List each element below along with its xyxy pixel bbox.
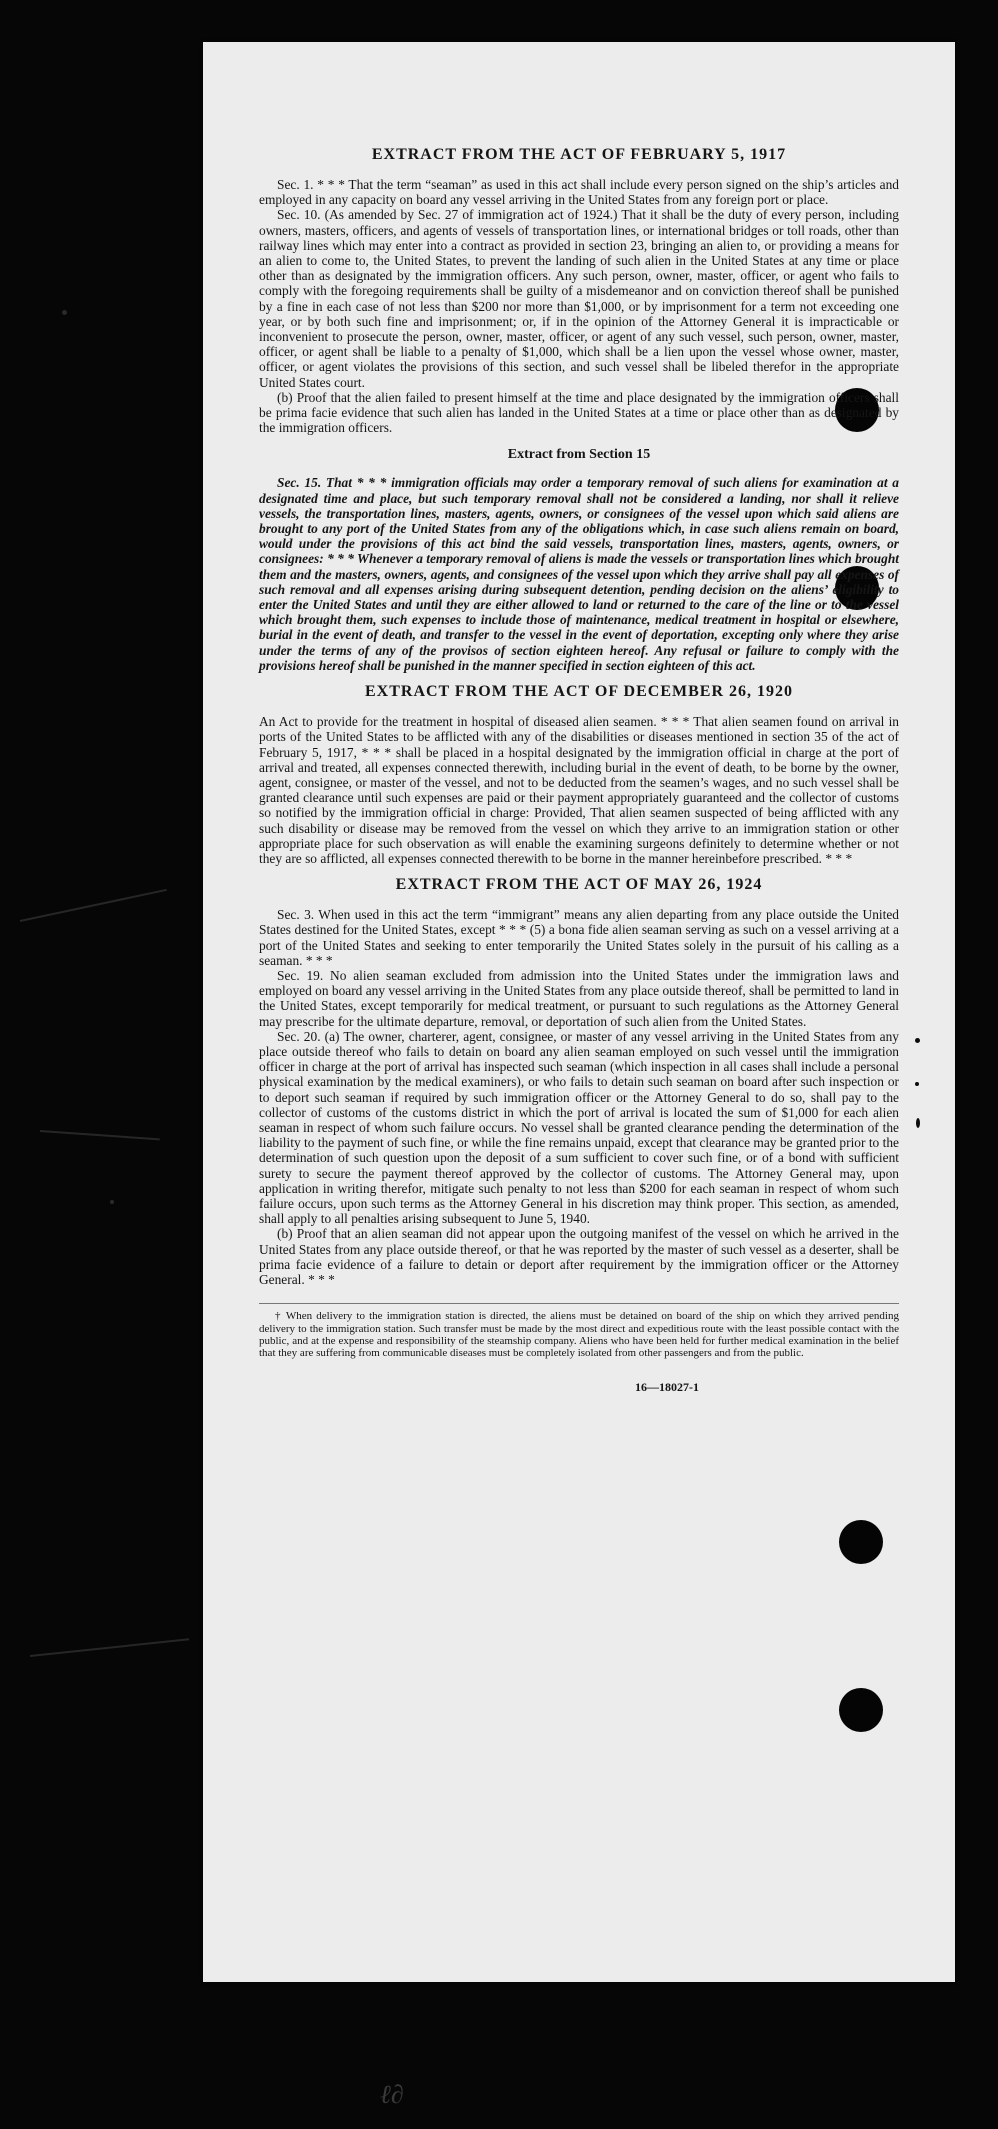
paragraph: Sec. 10. (As amended by Sec. 27 of immigration act of 1924.) That it shall be the duty of every person, including owners, masters, officers, and agents of vessels of transportation lines, or international bridges or toll roads, other than railway lines which may enter into a contract as provided in section 23, bringing an alien to, or providing a means for an alien to come to, the United States, to prevent the landing of such alien in the United States at any time or place other than as designated by the immigration officers. Any such person, owner, master, officer, or agent who fails to comply with the foregoing requirements shall be guilty of a misdemeanor and on conviction thereof shall be punished by a fine in each case of not less than $200 nor more than $1,000, or by imprisonment for a term not exceeding one year, or by both such fine and imprisonment; or, if in the opinion of the Attorney General it is impracticable or inconvenient to prosecute the person, owner, master, officer, or agent of any such vessel, such person, owner, master, officer, or agent shall be liable to a penalty of $1,000, which shall be a lien upon the vessel whose owner, master, officer, or agent violates the provisions of this section, and such vessel shall be libeled therefor in the appropriate United States court. [259, 207, 899, 390]
scan-speck [62, 310, 67, 315]
section-heading: EXTRACT FROM THE ACT OF DECEMBER 26, 1920 [364, 683, 793, 701]
section-subheading: Extract from Section 15 [507, 447, 651, 463]
paragraph: (b) Proof that the alien failed to present himself at the time and place designated by the immigration officers shall be prima facie evidence that such alien has landed in the United States at a time or place other than as designated by the immigration officers. [259, 389, 899, 436]
document-body [259, 146, 899, 1395]
section-heading: EXTRACT FROM THE ACT OF FEBRUARY 5, 1917 [371, 146, 787, 163]
scan-speck [110, 1200, 114, 1204]
section-heading: EXTRACT FROM THE ACT OF MAY 26, 1924 [395, 876, 763, 894]
margin-mark [915, 1082, 919, 1086]
margin-mark [915, 1038, 920, 1043]
punch-hole [839, 1520, 883, 1564]
film-scratch [40, 1130, 160, 1140]
film-scratch [20, 889, 167, 922]
paragraph: Sec. 3. When used in this act the term “immigrant” means any alien departing from any place outside the United States destined for the United States, except * * * (5) a bona fide alien seaman serving as such on a vessel arriving at a port of the United States and seeking to enter temporarily the United States solely in the pursuit of his calling as a seaman. * * * [259, 907, 899, 968]
handwritten-mark: ℓ∂ [380, 2080, 404, 2109]
paragraph: (b) Proof that an alien seaman did not appear upon the outgoing manifest of the vessel on which he arrived in the United States from any place outside thereof, or that he was reported by the master of such vessel as a deserter, shall be prima facie evidence of a failure to detain or deport after requirement by the immigration officer or the Attorney General. * * * [259, 1226, 899, 1287]
form-number: 16—18027-1 [635, 1379, 699, 1394]
paragraph: Sec. 20. (a) The owner, charterer, agent, consignee, or master of any vessel arriving in the United States from any place outside thereof who fails to detain on board any alien seaman employed on such vessel until the immigration officer in charge at the port of arrival has inspected such seaman (which inspection in all cases shall include a personal physical examination by the medical examiners), or who fails to detain such seaman on board after such inspection or to deport such seaman if required by such immigration officer or the Attorney General to do so, shall pay to the collector of customs of the customs district in which the port of arrival is located the sum of $1,000 for each alien seaman in respect of whom such failure occurs. No vessel shall be granted clearance pending the determination of the liability to the payment of such fine, or while the fine remains unpaid, except that clearance may be granted prior to the determination of such question upon the deposit of a sum sufficient to cover such fine, or of a bond with sufficient surety to secure the payment thereof approved by the collector of customs. The Attorney General may, upon application in writing therefor, mitigate such penalty to not less than $200 for each seaman in respect of whom such failure occurs, upon such terms as the Attorney General in his discretion may think proper. This section, as amended, shall apply to all penalties arising subsequent to June 5, 1940. [259, 1028, 899, 1227]
paragraph: Sec. 19. No alien seaman excluded from admission into the United States under the immigration laws and employed on board any vessel arriving in the United States from any place outside thereof, shall be permitted to land in the United States, except temporarily for medical treatment, or pursuant to such regulations as the Attorney General may prescribe for the ultimate departure, removal, or deportation of such alien from the United States. [259, 967, 899, 1029]
document-page [203, 42, 955, 1982]
film-scratch [30, 1638, 189, 1657]
footnote: † When delivery to the immigration station is directed, the aliens must be detained on board of the ship on which they arrived pending delivery to the immigration station. Such transfer must be made by the most direct and expeditious route with the least possible contact with the public, and at the expense and responsibility of the steamship company. Aliens who have been held for further medical examination in the belief that they are suffering from communicable diseases must be completely isolated from other passengers and from the public. [259, 1310, 899, 1360]
margin-mark [916, 1118, 920, 1128]
footnote-rule [259, 1303, 899, 1304]
paragraph: Sec. 1. * * * That the term “seaman” as used in this act shall include every person signed on the ship’s articles and employed in any capacity on board any vessel arriving in the United States from any foreign port or place. [259, 177, 899, 208]
paragraph: Sec. 15. That * * * immigration officials may order a temporary removal of such aliens for examination at a designated time and place, but such temporary removal shall not be considered a landing, nor shall it relieve vessels, the transportation lines, masters, agents, owners, or consignees of the vessel upon which said aliens are brought to any port of the United States from any of the obligations which, in case such aliens remain on board, would under the provisions of this act bind the said vessels, transportation lines, masters, agents, owners, or consignees: * * * Whenever a temporary removal of aliens is made the vessels or transportation lines which brought them and the masters, owners, agents, and consignees of the vessel upon which they arrive shall pay all expenses of such removal and all expenses arising during subsequent detention, pending decision on the aliens’ eligibility to enter the United States and until they are either allowed to land or returned to the care of the line or to the vessel which brought them, such expenses to include those of maintenance, medical treatment in hospital or elsewhere, burial in the event of death, and transfer to the vessel in the event of deportation, excepting only where they arise under the terms of any of the provisos of section eighteen hereof. Any refusal or failure to comply with the provisions hereof shall be punished in the manner specified in section eighteen of this act. [259, 475, 899, 673]
punch-hole [839, 1688, 883, 1732]
paragraph: An Act to provide for the treatment in hospital of diseased alien seamen. * * * That alien seamen found on arrival in ports of the United States to be afflicted with any of the disabilities or diseases mentioned in section 35 of the act of February 5, 1917, * * * shall be placed in a hospital designated by the immigration official in charge at the port of arrival and treated, all expenses connected therewith, including burial in the event of death, to be borne by the owner, agent, consignee, or master of the vessel, and not to be deducted from the seamen’s wages, and no such vessel shall be granted clearance until such expenses are paid or their payment appropriately guaranteed and the collector of customs so notified by the immigration official in charge: Provided, That alien seamen suspected of being afflicted with any such disability or disease may be removed from the vessel on which they arrive to an immigration station or other appropriate place for such observation as will enable the examining surgeons definitely to determine whether or not they are so afflicted, all expenses connected therewith to be borne in the manner hereinbefore prescribed. * * * [259, 714, 899, 866]
